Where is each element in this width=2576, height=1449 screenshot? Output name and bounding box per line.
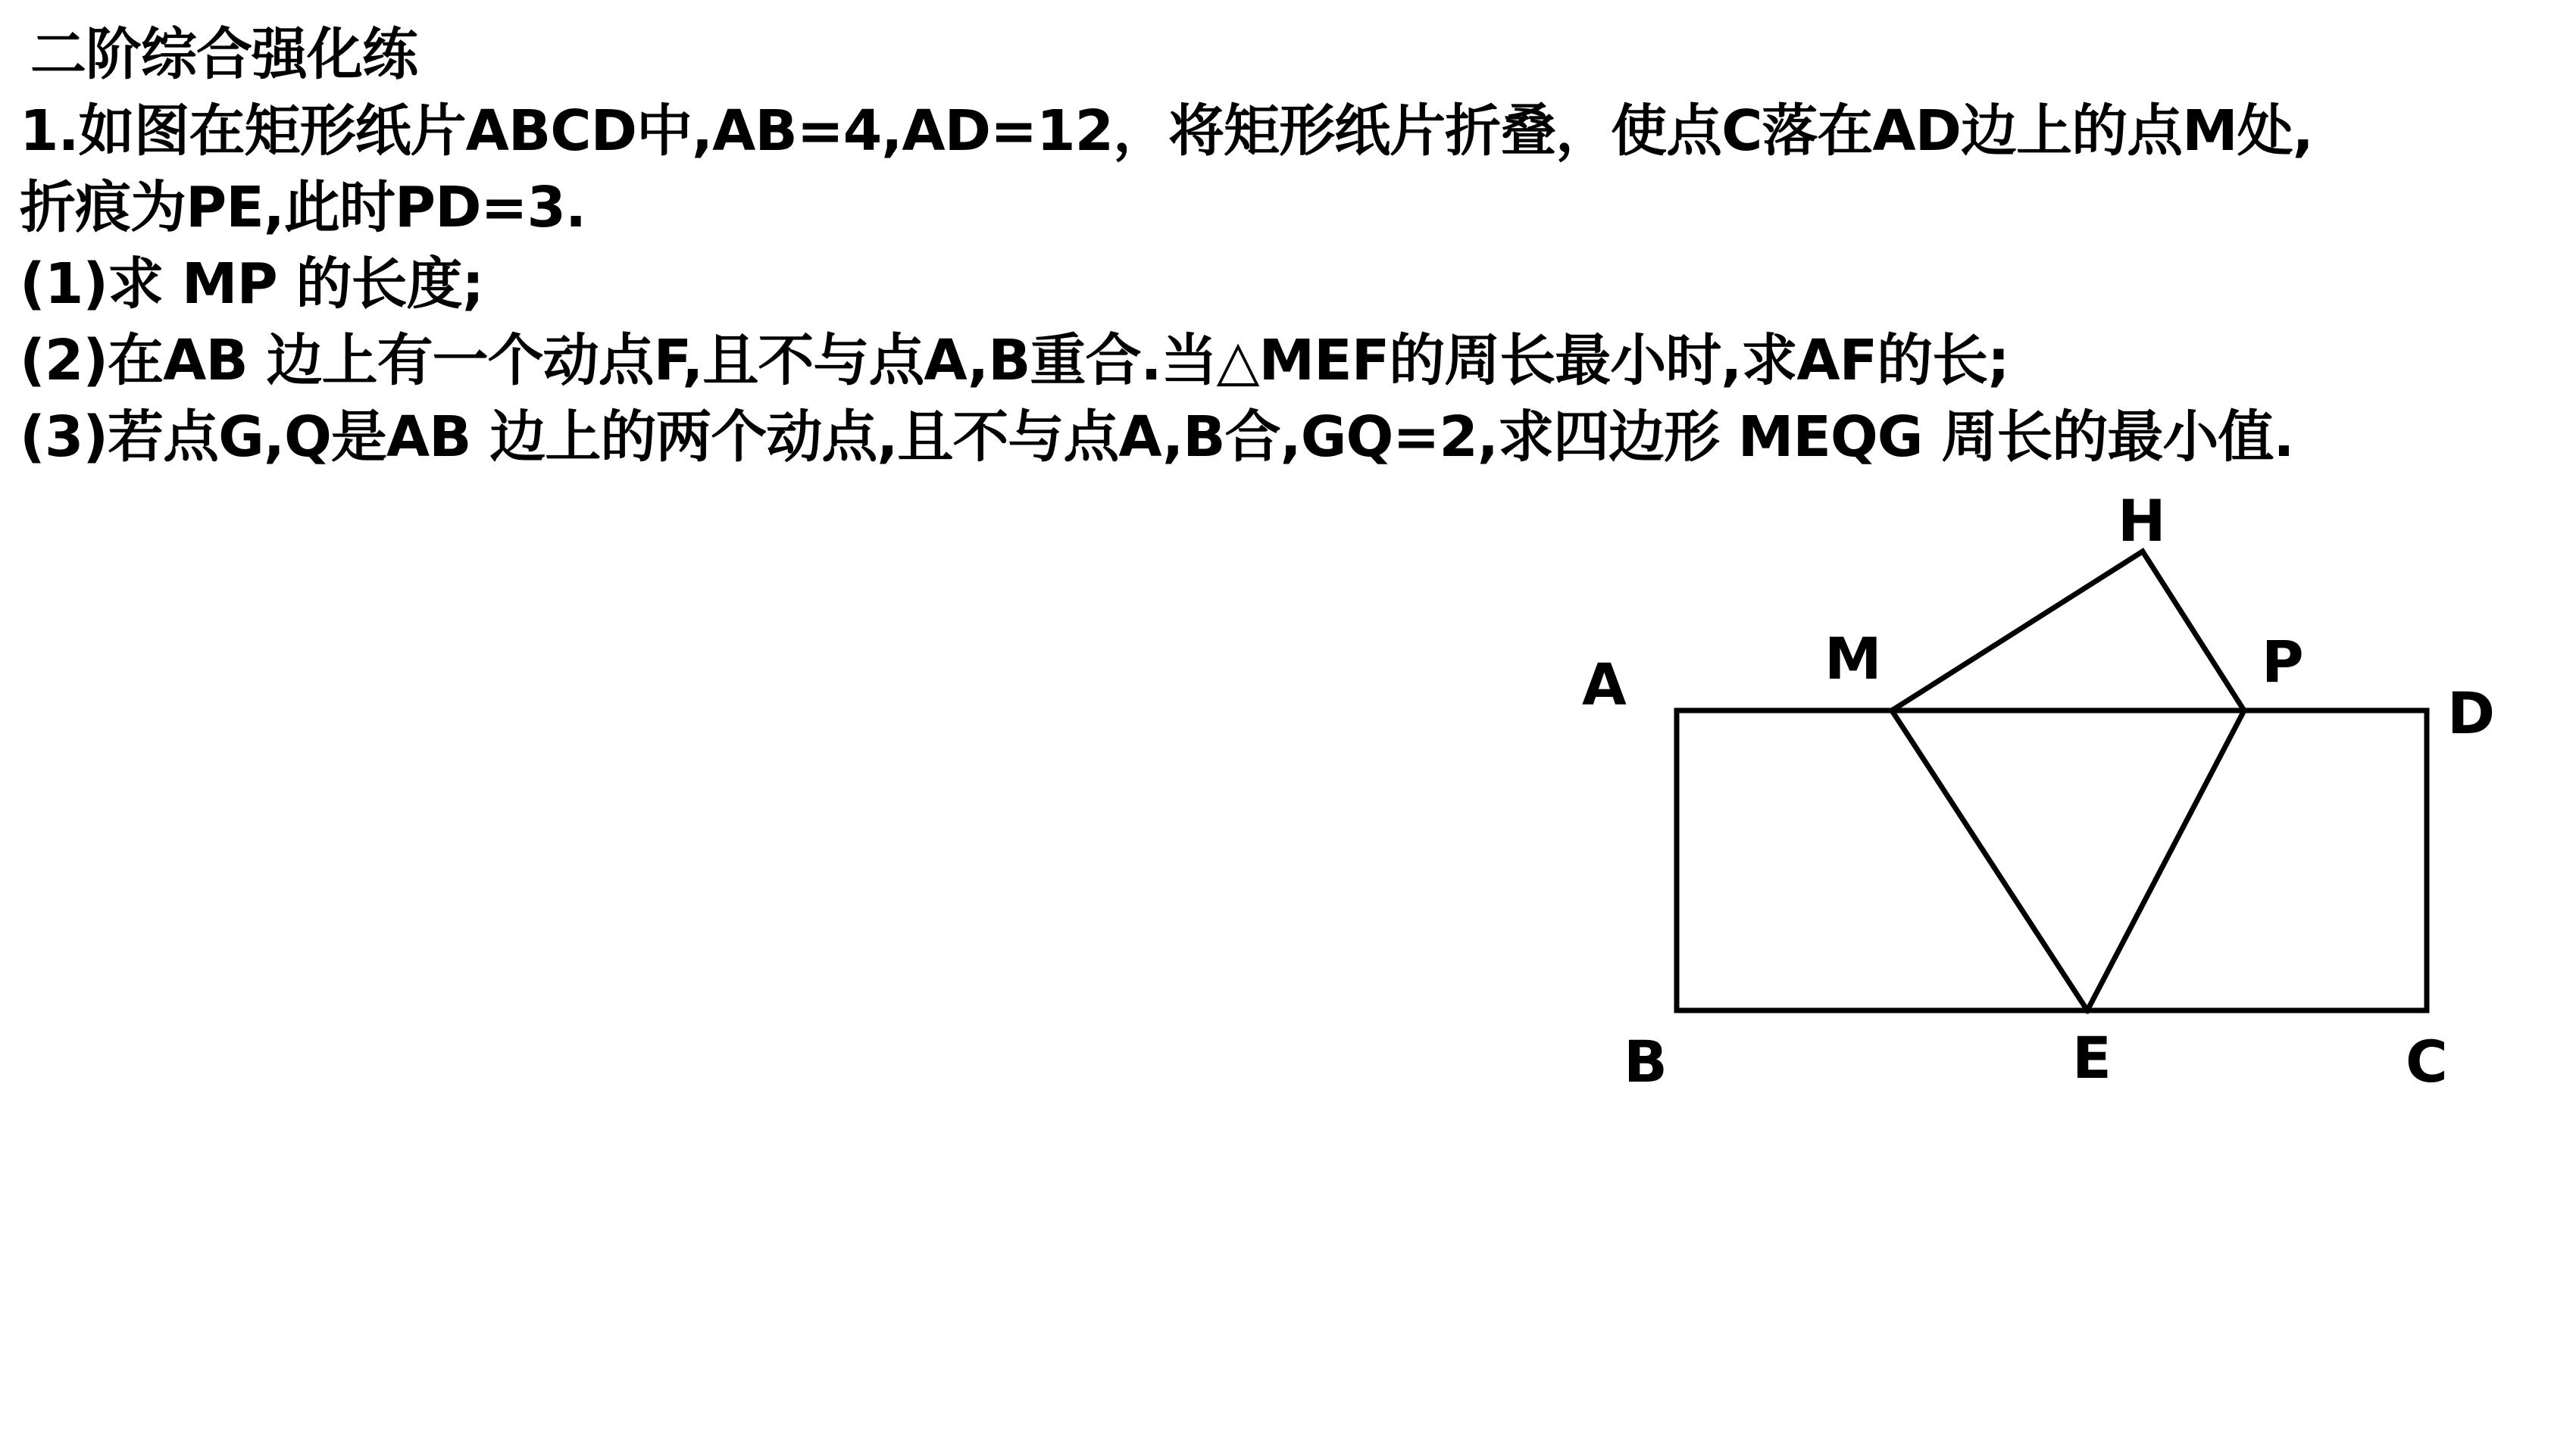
question-1: (1)求 MP 的长度; [20,251,484,317]
segment-me [1892,710,2087,1010]
label-a: A [1582,651,1627,718]
label-m: M [1824,625,1882,692]
section-title: 二阶综合强化练 [30,22,417,87]
rectangle-abcd [1677,710,2427,1010]
label-d: D [2447,679,2496,747]
problem-statement-line-2: 折痕为PE,此时PD=3. [20,175,586,240]
label-c: C [2406,1028,2448,1095]
question-3: (3)若点G,Q是AB 边上的两个动点,且不与点A,B合,GQ=2,求四边形 MEQG 周长的最小值. [20,404,2294,470]
folded-triangle-mhp [1892,551,2244,710]
segment-pe [2087,710,2244,1010]
label-e: E [2072,1024,2112,1091]
question-2: (2)在AB 边上有一个动点F,且不与点A,B重合.当△MEF的周长最小时,求AF的长; [20,328,2009,393]
label-p: P [2262,628,2304,695]
problem-statement-line-1: 1.如图在矩形纸片ABCD中,AB=4,AD=12，将矩形纸片折叠，使点C落在AD边上的点M处, [20,98,2313,164]
label-h: H [2118,487,2166,554]
label-b: B [1624,1028,1668,1095]
